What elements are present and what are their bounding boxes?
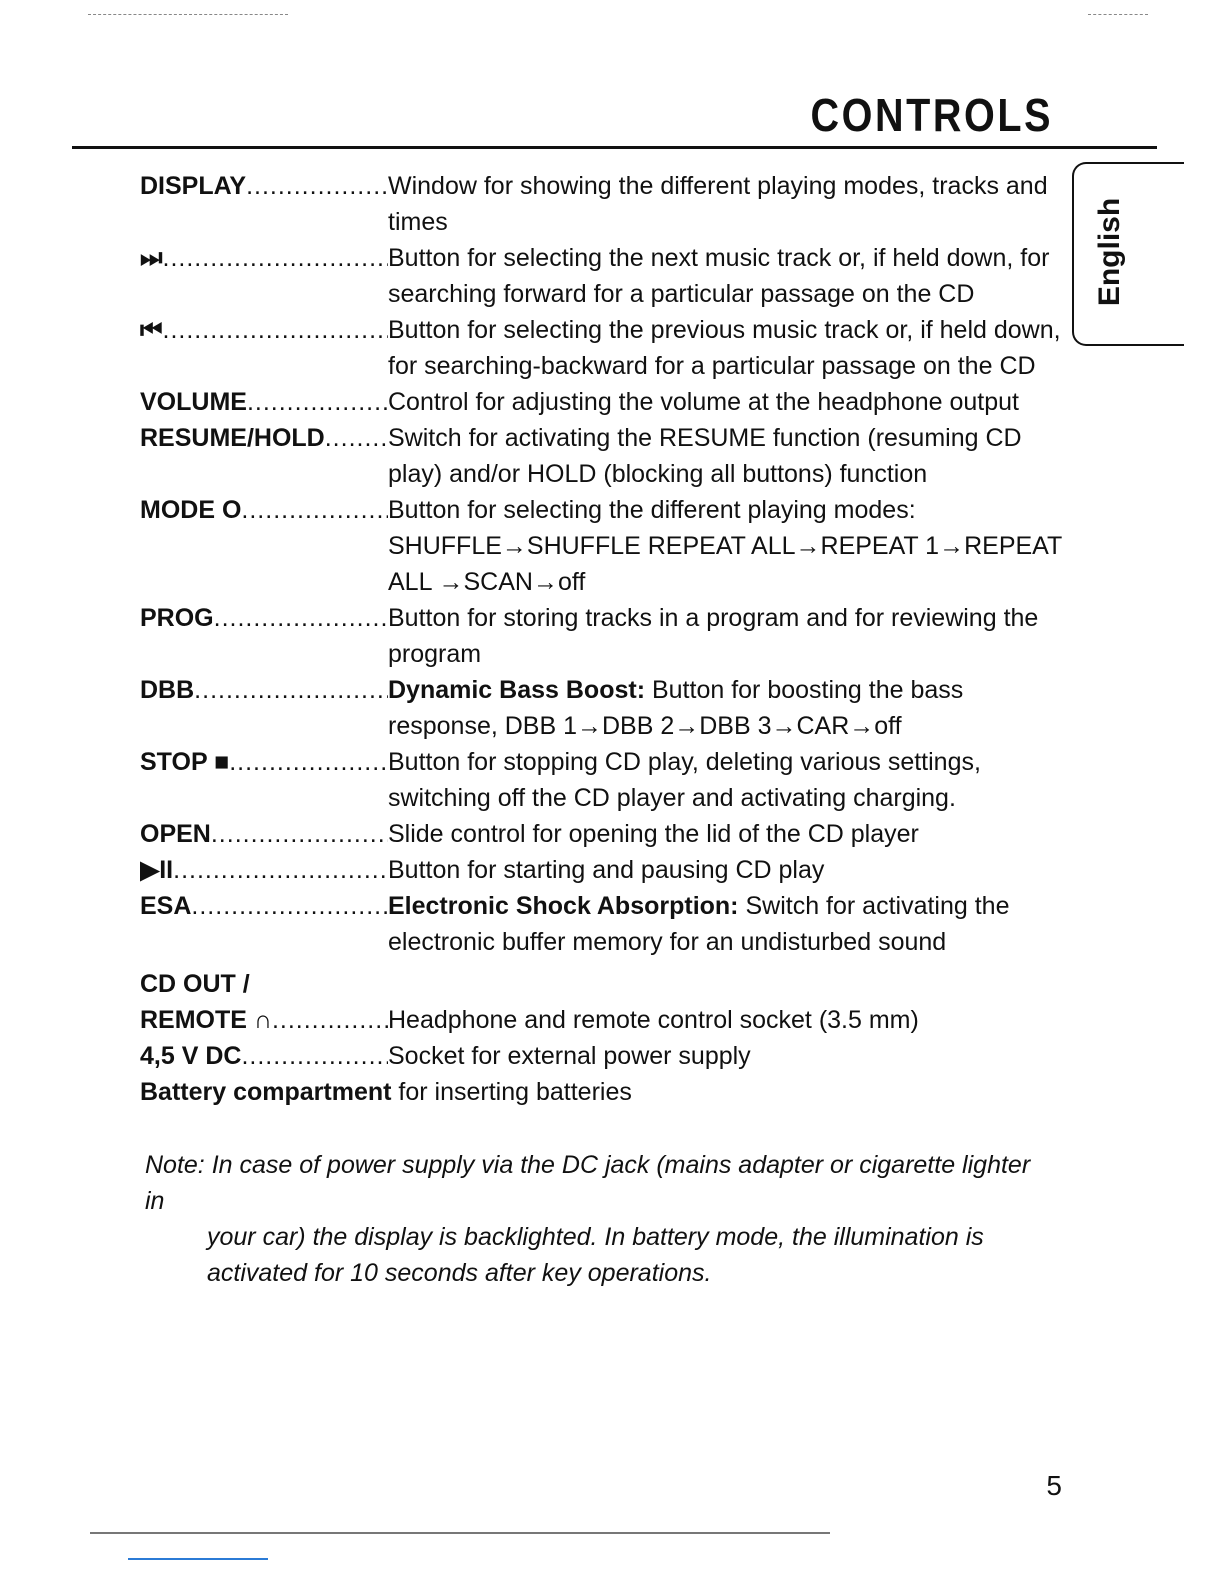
description: Button for selecting the previous music track or, if held down, for searching-backward for a particular passage on the CD <box>388 316 1061 380</box>
entry-remote <box>140 1002 1065 1038</box>
leader-dots <box>229 744 388 816</box>
entry-display <box>140 168 1065 240</box>
entry-stop <box>140 744 1065 816</box>
note-first-line: Note: In case of power supply via the DC jack (mains adapter or cigarette lighter in <box>145 1151 1031 1215</box>
leader-dots <box>214 600 388 672</box>
description: Switch for activating the RESUME function (resuming CD play) and/or HOLD (blocking all buttons) function <box>388 424 1022 488</box>
term: VOLUME <box>140 388 247 416</box>
bottom-rule <box>90 1532 830 1534</box>
term: DBB <box>140 676 195 704</box>
term: ESA <box>140 892 192 920</box>
term: DISPLAY <box>140 172 247 200</box>
term: 4,5 V DC <box>140 1042 242 1070</box>
leader-dots <box>241 492 388 600</box>
leader-dots <box>247 384 388 420</box>
entry-prog <box>140 600 1065 672</box>
leader-dots <box>173 852 388 888</box>
description: Button for selecting the different playing modes: SHUFFLE→SHUFFLE REPEAT ALL→REPEAT 1→REPEAT ALL →SCAN→off <box>388 496 1062 596</box>
entry-volume <box>140 384 1065 420</box>
entry-dc <box>140 1038 1065 1074</box>
term: STOP ■ <box>140 748 230 776</box>
note-rest: your car) the display is backlighted. In battery mode, the illumination is activated for 10 seconds after key operations. <box>207 1223 984 1287</box>
leader-dots <box>246 168 388 240</box>
language-tab <box>1072 162 1184 346</box>
previous-track-icon: ⏮ <box>140 316 163 344</box>
leader-dots <box>325 420 388 492</box>
description: Button for stopping CD play, deleting various settings, switching off the CD player and activating charging. <box>388 748 981 812</box>
term: PROG <box>140 604 214 632</box>
description: Button for storing tracks in a program and for reviewing the program <box>388 604 1039 668</box>
leader-dots <box>163 312 388 384</box>
description-text: Button for boosting the bass response, DBB 1→DBB 2→DBB 3→CAR→off <box>388 676 964 740</box>
description-text: Switch for activating the electronic buffer memory for an undisturbed sound <box>388 892 1010 956</box>
entry-battery <box>140 1074 1065 1110</box>
description <box>388 672 1065 744</box>
entry-next-track <box>140 240 1065 312</box>
play-pause-icon: ▶II <box>140 856 174 884</box>
entry-resume-hold <box>140 420 1065 492</box>
entry-previous-track <box>140 312 1065 384</box>
leader-dots <box>241 1038 388 1074</box>
description: Headphone and remote control socket (3.5 mm) <box>388 1006 919 1034</box>
controls-list <box>140 168 1065 1110</box>
description: Slide control for opening the lid of the CD player <box>388 820 919 848</box>
description: Socket for external power supply <box>388 1042 751 1070</box>
description-bold: Dynamic Bass Boost: <box>388 676 646 704</box>
entry-esa <box>140 888 1065 960</box>
description-bold: Electronic Shock Absorption: <box>388 892 739 920</box>
leader-dots <box>272 1002 388 1038</box>
page-number: 5 <box>1046 1470 1062 1501</box>
cd-out-term: CD OUT / <box>140 970 250 998</box>
leader-dots <box>194 672 388 744</box>
entry-mode <box>140 492 1065 600</box>
description: Window for showing the different playing modes, tracks and times <box>388 172 1048 236</box>
entry-play-pause <box>140 852 1065 888</box>
term: OPEN <box>140 820 211 848</box>
scan-artifact-blue-line <box>128 1558 268 1560</box>
term: Battery compartment <box>140 1078 392 1106</box>
language-tab-label: English <box>1093 197 1126 307</box>
description <box>388 888 1065 960</box>
page-title: CONTROLS <box>810 89 1053 141</box>
scan-artifact-top-right <box>1088 14 1148 15</box>
entry-dbb <box>140 672 1065 744</box>
term: MODE O <box>140 496 242 524</box>
description: Button for starting and pausing CD play <box>388 856 825 884</box>
leader-dots <box>163 240 388 312</box>
leader-dots <box>191 888 388 960</box>
entry-open <box>140 816 1065 852</box>
next-track-icon: ⏭ <box>140 244 163 272</box>
description: Control for adjusting the volume at the headphone output <box>388 388 1019 416</box>
note <box>145 1147 1045 1291</box>
description: for inserting batteries <box>391 1078 632 1106</box>
leader-dots <box>211 816 388 852</box>
description: Button for selecting the next music track or, if held down, for searching forward for a particular passage on the CD <box>388 244 1050 308</box>
term: RESUME/HOLD <box>140 424 325 452</box>
term: REMOTE ∩ <box>140 1006 272 1034</box>
scan-artifact-top-left <box>88 14 288 15</box>
title-rule <box>72 146 1157 149</box>
